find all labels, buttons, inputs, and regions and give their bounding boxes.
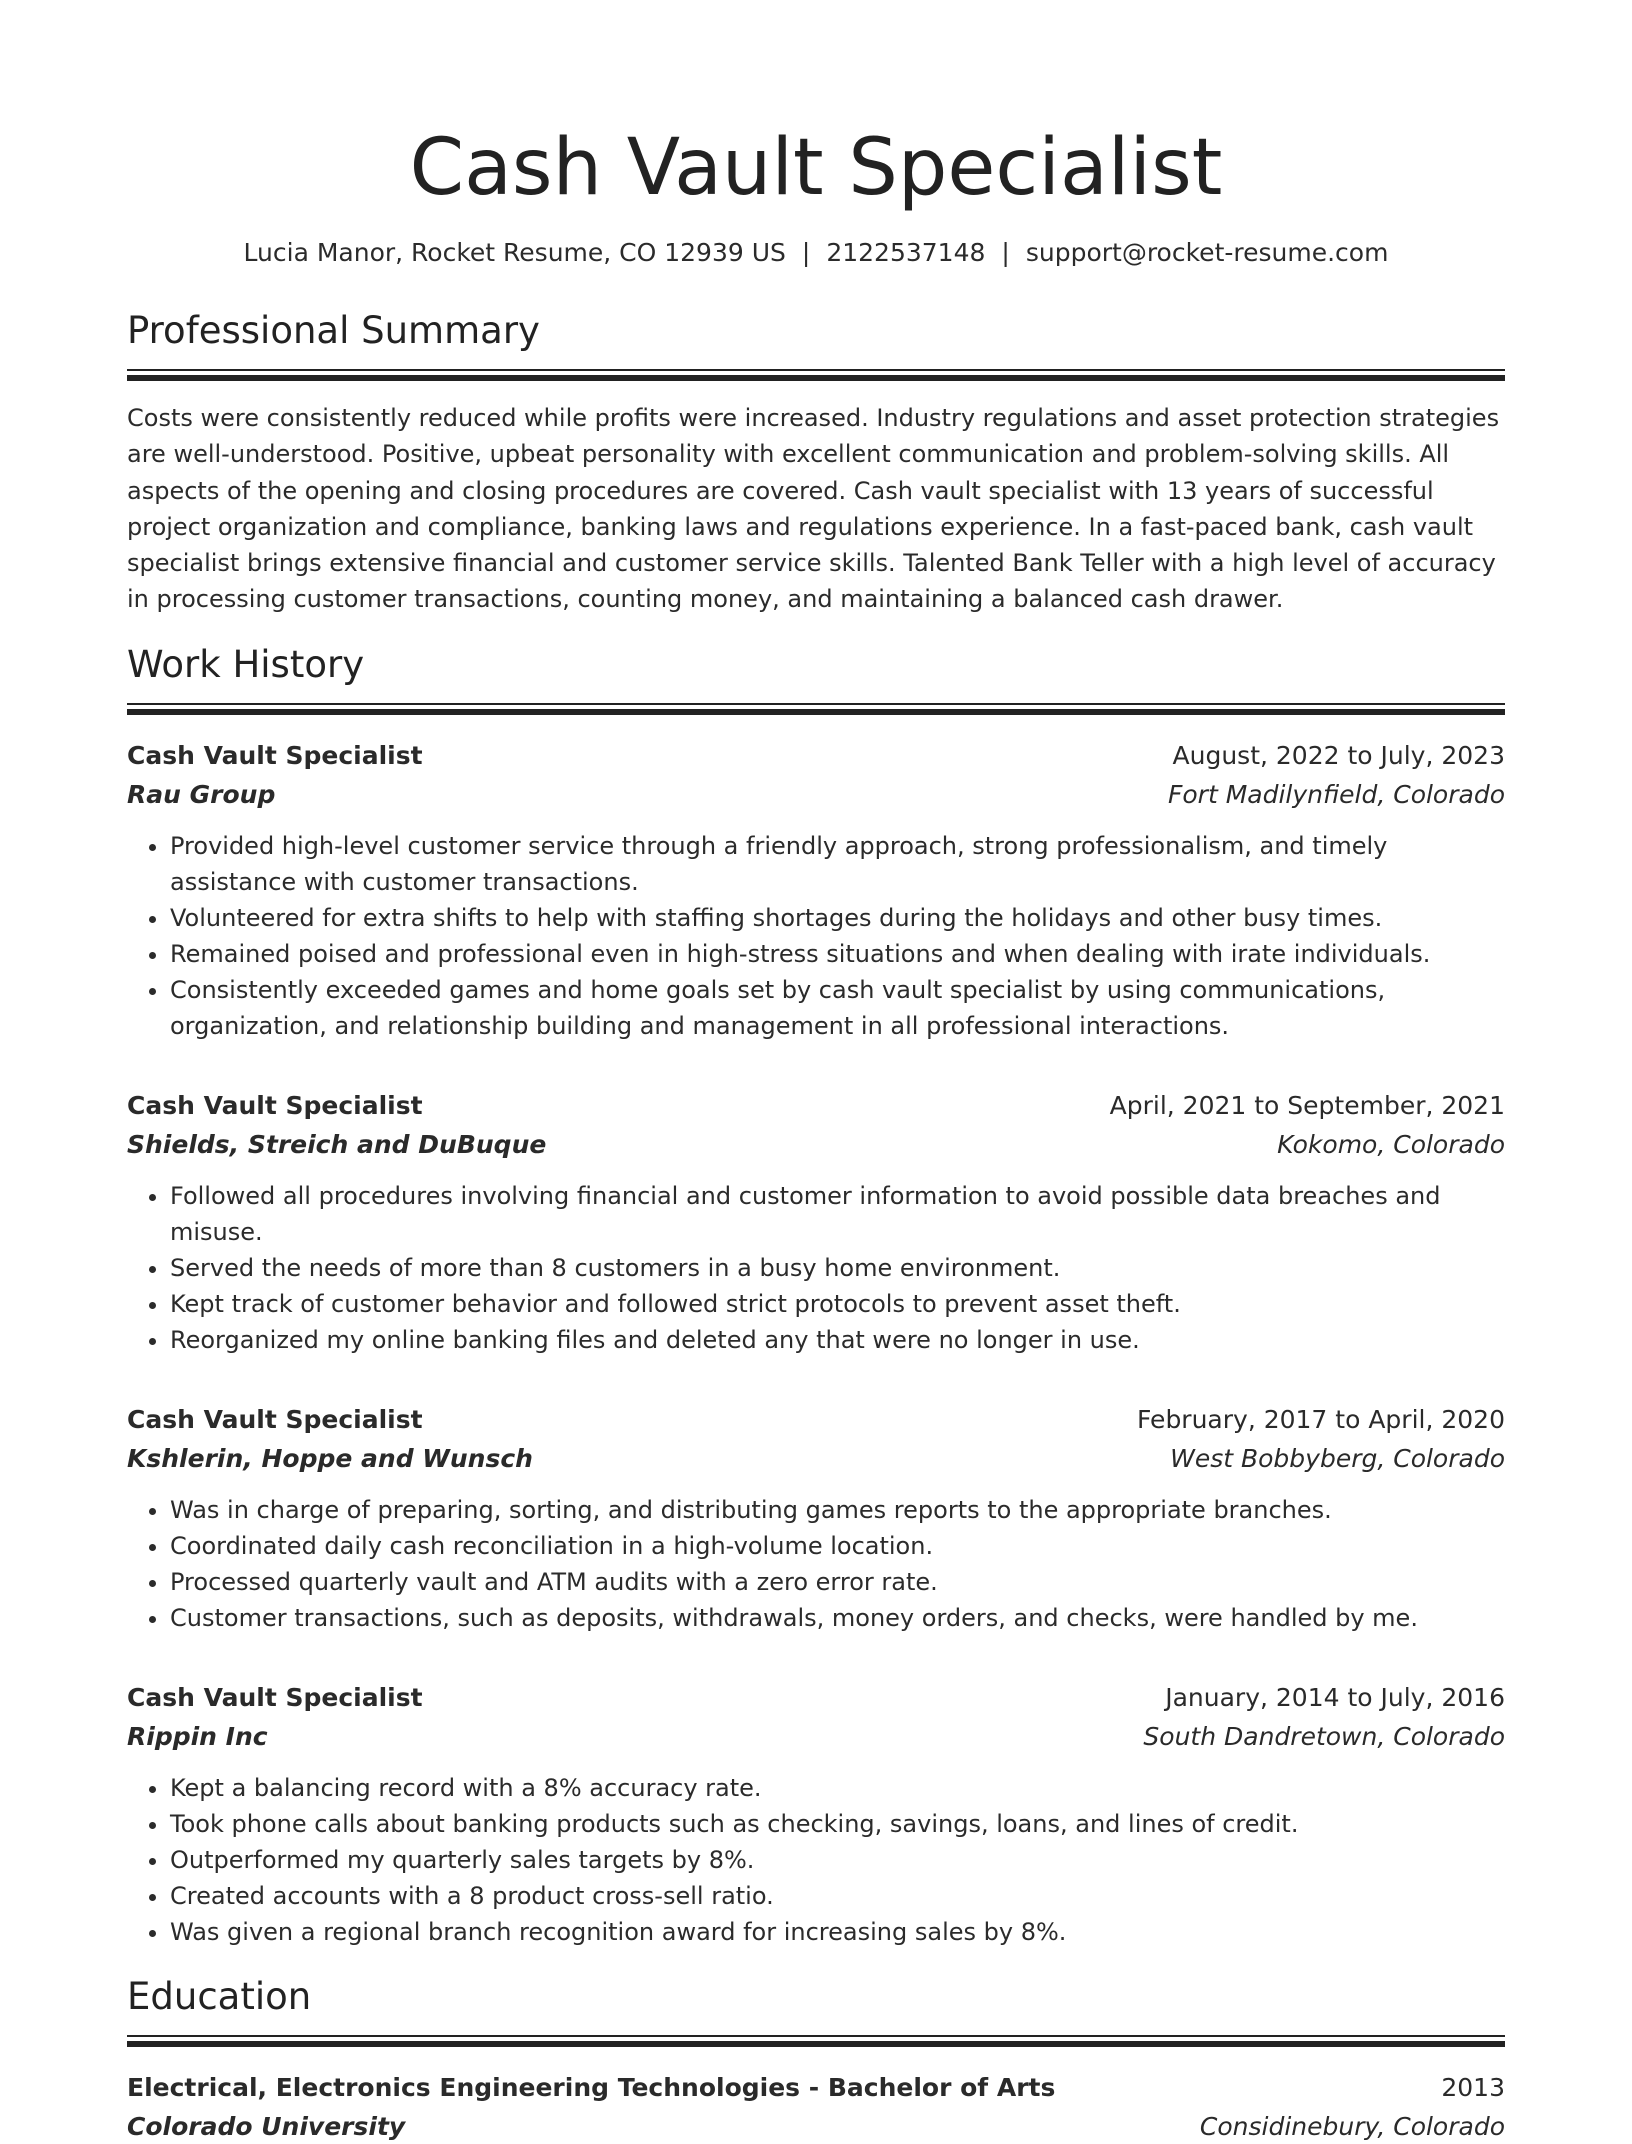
list-item: • Took phone calls about banking products such as checking, savings, loans, and lines of credit. xyxy=(170,1806,1505,1842)
list-item: • Was in charge of preparing, sorting, and distributing games reports to the appropriate branches. xyxy=(170,1492,1505,1528)
job-entry xyxy=(127,1403,1505,1636)
education-entry xyxy=(127,2071,1505,2144)
job-title: Cash Vault Specialist xyxy=(127,740,423,770)
school-location: Considinebury, Colorado xyxy=(1199,2111,1505,2141)
graduation-year: 2013 xyxy=(1441,2072,1505,2102)
list-item: • Volunteered for extra shifts to help with staffing shortages during the holidays and other busy times. xyxy=(170,900,1505,936)
list-item: • Remained poised and professional even in high-stress situations and when dealing with irate individuals. xyxy=(170,936,1505,972)
list-item: • Outperformed my quarterly sales targets by 8%. xyxy=(170,1842,1505,1878)
list-item: • Created accounts with a 8 product cross-sell ratio. xyxy=(170,1878,1505,1914)
job-dates: January, 2014 to July, 2016 xyxy=(1165,1682,1505,1712)
degree-name: Electrical, Electronics Engineering Technologies - Bachelor of Arts xyxy=(127,2072,1056,2102)
work-history-section xyxy=(127,642,1505,1950)
job-dates: April, 2021 to September, 2021 xyxy=(1109,1090,1505,1120)
list-item: • Coordinated daily cash reconciliation in a high-volume location. xyxy=(170,1528,1505,1564)
list-item: • Kept a balancing record with a 8% accuracy rate. xyxy=(170,1770,1505,1806)
job-title: Cash Vault Specialist xyxy=(127,1404,423,1434)
job-entry xyxy=(127,1681,1505,1950)
list-item: • Reorganized my online banking files and deleted any that were no longer in use. xyxy=(170,1322,1505,1358)
contact-email: support@rocket-resume.com xyxy=(1025,238,1389,267)
job-entry xyxy=(127,1089,1505,1358)
section-divider xyxy=(127,369,1505,381)
list-item: • Was given a regional branch recognition award for increasing sales by 8%. xyxy=(170,1914,1505,1950)
section-divider xyxy=(127,703,1505,715)
job-location: Kokomo, Colorado xyxy=(1277,1129,1505,1159)
list-item: • Consistently exceeded games and home goals set by cash vault specialist by using communications, organization, and relationship building and management in all professional interactions. xyxy=(170,972,1505,1044)
section-divider xyxy=(127,2035,1505,2047)
job-entry xyxy=(127,739,1505,1044)
job-dates: February, 2017 to April, 2020 xyxy=(1137,1404,1505,1434)
company-name: Rippin Inc xyxy=(127,1721,268,1751)
list-item: • Served the needs of more than 8 customers in a busy home environment. xyxy=(170,1250,1505,1286)
school-name: Colorado University xyxy=(127,2111,406,2141)
summary-paragraph: Costs were consistently reduced while profits were increased. Industry regulations and asset protection strategies are well-understood. Positive, upbeat personality with excellent communication and problem-solving skills. All aspects of the opening and closing procedures are covered. Cash vault specialist with 13 years of successful project organization and compliance, banking laws and regulations experience. In a fast-paced bank, cash vault specialist brings extensive financial and customer service skills. Talented Bank Teller with a high level of accuracy in processing customer transactions, counting money, and maintaining a balanced cash drawer. xyxy=(127,404,1500,614)
company-name: Kshlerin, Hoppe and Wunsch xyxy=(127,1443,533,1473)
section-heading: Work History xyxy=(127,642,365,686)
job-bullets xyxy=(127,1492,1505,1636)
job-bullets xyxy=(127,1770,1505,1950)
job-title: Cash Vault Specialist xyxy=(127,1682,423,1712)
job-location: West Bobbyberg, Colorado xyxy=(1170,1443,1505,1473)
company-name: Shields, Streich and DuBuque xyxy=(127,1129,547,1159)
contact-separator: | xyxy=(801,238,811,267)
education-section xyxy=(127,1974,1505,2144)
section-heading: Education xyxy=(127,1974,312,2018)
list-item: • Processed quarterly vault and ATM audits with a zero error rate. xyxy=(170,1564,1505,1600)
job-title: Cash Vault Specialist xyxy=(127,1090,423,1120)
professional-summary-section xyxy=(127,308,1505,618)
job-dates: August, 2022 to July, 2023 xyxy=(1172,740,1505,770)
resume-title: Cash Vault Specialist xyxy=(409,123,1223,213)
contact-address: Lucia Manor, Rocket Resume, CO 12939 US xyxy=(243,238,786,267)
contact-line xyxy=(127,236,1505,270)
contact-separator: | xyxy=(1001,238,1010,267)
job-location: South Dandretown, Colorado xyxy=(1143,1721,1505,1751)
company-name: Rau Group xyxy=(127,779,276,809)
section-heading: Professional Summary xyxy=(127,309,540,352)
list-item: • Customer transactions, such as deposits, withdrawals, money orders, and checks, were handled by me. xyxy=(170,1600,1505,1636)
contact-phone: 2122537148 xyxy=(826,238,986,267)
list-item: • Kept track of customer behavior and followed strict protocols to prevent asset theft. xyxy=(170,1286,1505,1322)
job-bullets xyxy=(127,828,1505,1044)
list-item: • Followed all procedures involving financial and customer information to avoid possible data breaches and misuse. xyxy=(170,1178,1505,1250)
job-location: Fort Madilynfield, Colorado xyxy=(1168,779,1505,809)
list-item: • Provided high-level customer service through a friendly approach, strong professionalism, and timely assistance with customer transactions. xyxy=(170,828,1505,900)
job-bullets xyxy=(127,1178,1505,1358)
